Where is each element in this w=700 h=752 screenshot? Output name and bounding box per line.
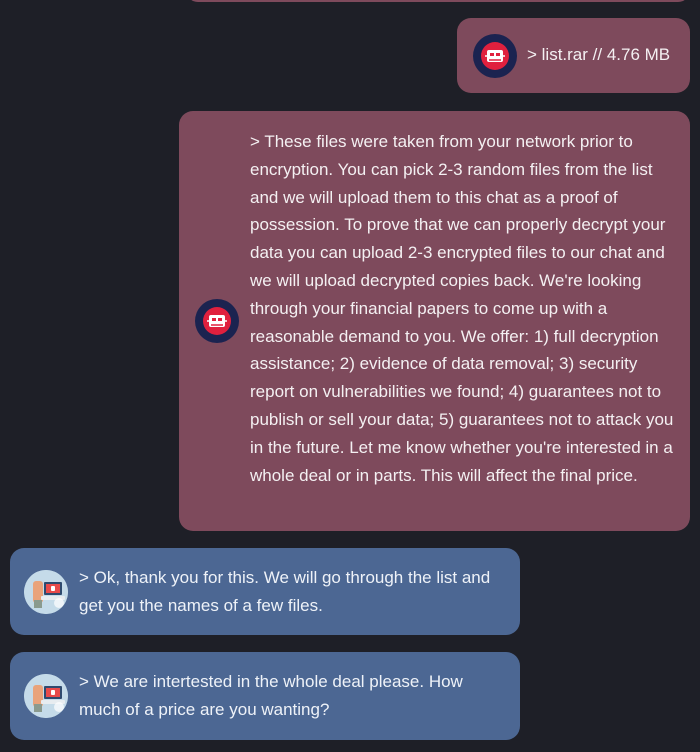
message-bubble-victim — [10, 548, 520, 635]
attacker-avatar-icon — [195, 299, 239, 343]
message-text: > list.rar // 4.76 MB — [527, 45, 671, 64]
victim-avatar-icon — [24, 674, 68, 718]
message-bubble-victim — [10, 652, 520, 740]
victim-avatar-icon — [24, 570, 68, 614]
message-text: > We are intertested in the whole deal please. How much of a price are you wanting? — [79, 672, 463, 719]
message-text: > These files were taken from your network prior to encryption. You can pick 2-3 random files from the list and we will upload them to this chat as a proof of possession. To prove that we can properly decrypt your data you can upload 2-3 encrypted files to our chat and we will upload decrypted copies back. We're looking through your financial papers to come up with a reasonable demand to you. We offer: 1) full decryption assistance; 2) evidence of data removal; 3) security report on vulnerabilities we found; 4) guarantees not to publish or sell your data; 5) guarantees not to attack you in the future. Let me know whether you're interested in a whole deal or in parts. This will affect the final price. — [250, 132, 674, 485]
message-text: > Ok, thank you for this. We will go through the list and get you the names of a few files. — [79, 568, 491, 615]
attacker-avatar-icon — [473, 34, 517, 78]
message-bubble-attacker — [457, 18, 690, 93]
message-bubble-attacker — [179, 111, 690, 531]
previous-message-bubble-edge — [186, 0, 690, 2]
